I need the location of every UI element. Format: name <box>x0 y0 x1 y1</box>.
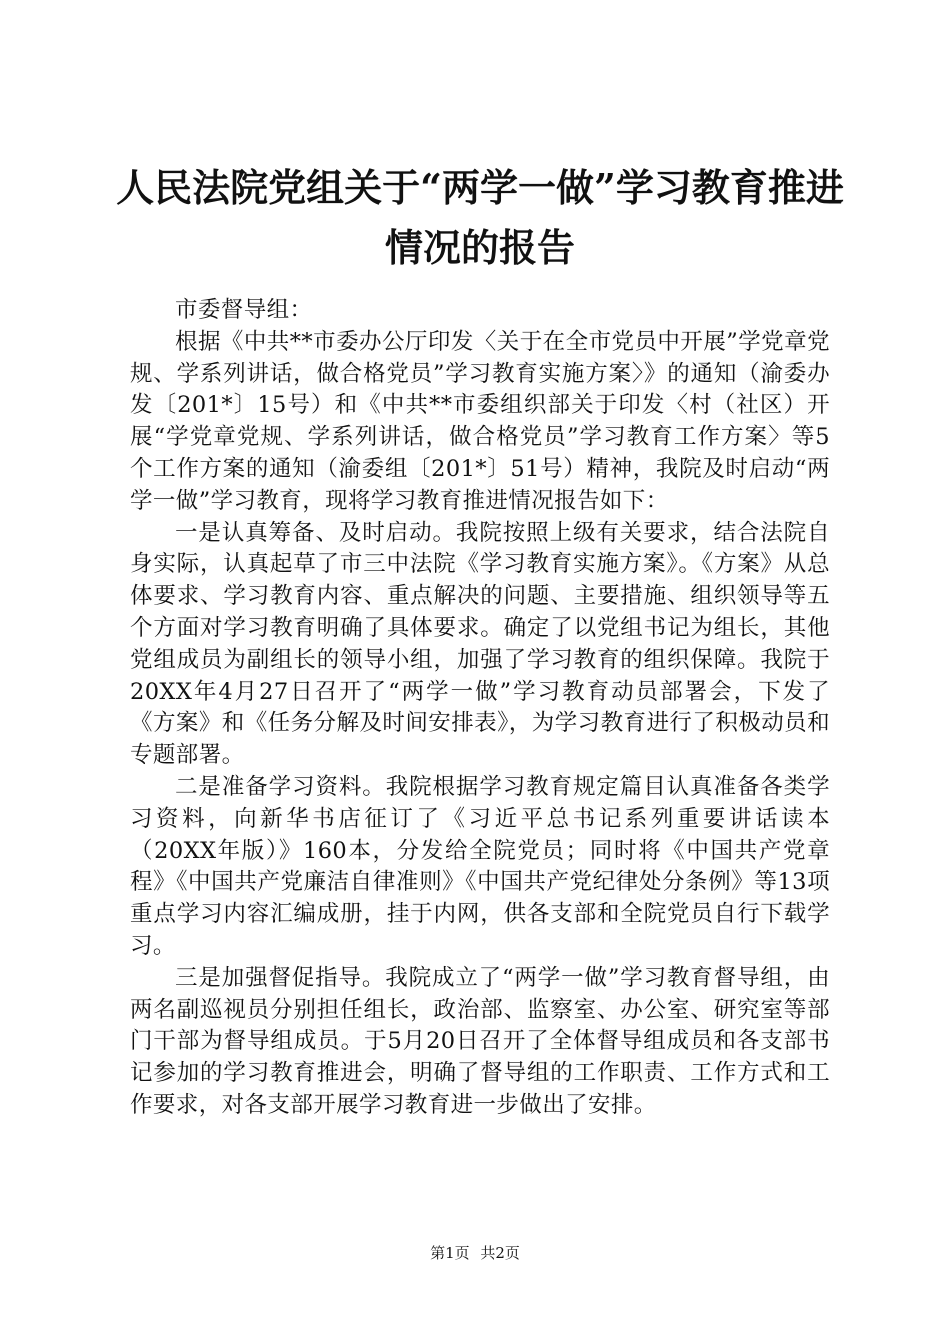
paragraph-materials: 二是准备学习资料。我院根据学习教育规定篇目认真准备各类学习资料，向新华书店征订了《习近平总书记系列重要讲话读本（20XX年版）》160本，分发给全院党员；同时将《中国共产党章程》《中国共产党廉洁自律准则》《中国共产党纪律处分条例》等13项重点学习内容汇编成册，挂于内网，供各支部和全院党员自行下载学习。 <box>130 773 830 959</box>
document-title-line-2: 情况的报告 <box>384 225 575 270</box>
page-footer <box>0 1243 950 1263</box>
paragraph-preparation: 一是认真筹备、及时启动。我院按照上级有关要求，结合法院自身实际，认真起草了市三中法院《学习教育实施方案》。《方案》从总体要求、学习教育内容、重点解决的问题、主要措施、组织领导等五个方面对学习教育明确了具体要求。确定了以党组书记为组长，其他党组成员为副组长的领导小组，加强了学习教育的组织保障。我院于20XX年4月27日召开了“两学一做”学习教育动员部署会，下发了《方案》和《任务分解及时间安排表》，为学习教育进行了积极动员和专题部署。 <box>130 519 830 769</box>
salutation: 市委督导组： <box>175 297 313 323</box>
paragraph-supervision: 三是加强督促指导。我院成立了“两学一做”学习教育督导组，由两名副巡视员分别担任组长，政治部、监察室、办公室、研究室等部门干部为督导组成员。于5月20日召开了全体督导组成员和各支部书记参加的学习教育推进会，明确了督导组的工作职责、工作方式和工作要求，对各支部开展学习教育进一步做出了安排。 <box>130 964 830 1118</box>
document-body <box>130 295 830 1122</box>
page-number: 第1页 <box>430 1244 470 1262</box>
paragraph-intro: 根据《中共**市委办公厅印发〈关于在全市党员中开展”学党章党规、学系列讲话，做合格党员”学习教育实施方案〉》的通知（渝委办发〔201*〕15号）和《中共**市委组织部关于印发〈村（社区）开展“学党章党规、学系列讲话，做合格党员”学习教育工作方案〉等5个工作方案的通知（渝委组〔201*〕51号）精神，我院及时启动“两学一做”学习教育，现将学习教育推进情况报告如下： <box>130 328 830 514</box>
page-total: 共2页 <box>480 1244 520 1262</box>
document-title-line-1: 人民法院党组关于“两学一做”学习教育推进 <box>116 165 844 210</box>
